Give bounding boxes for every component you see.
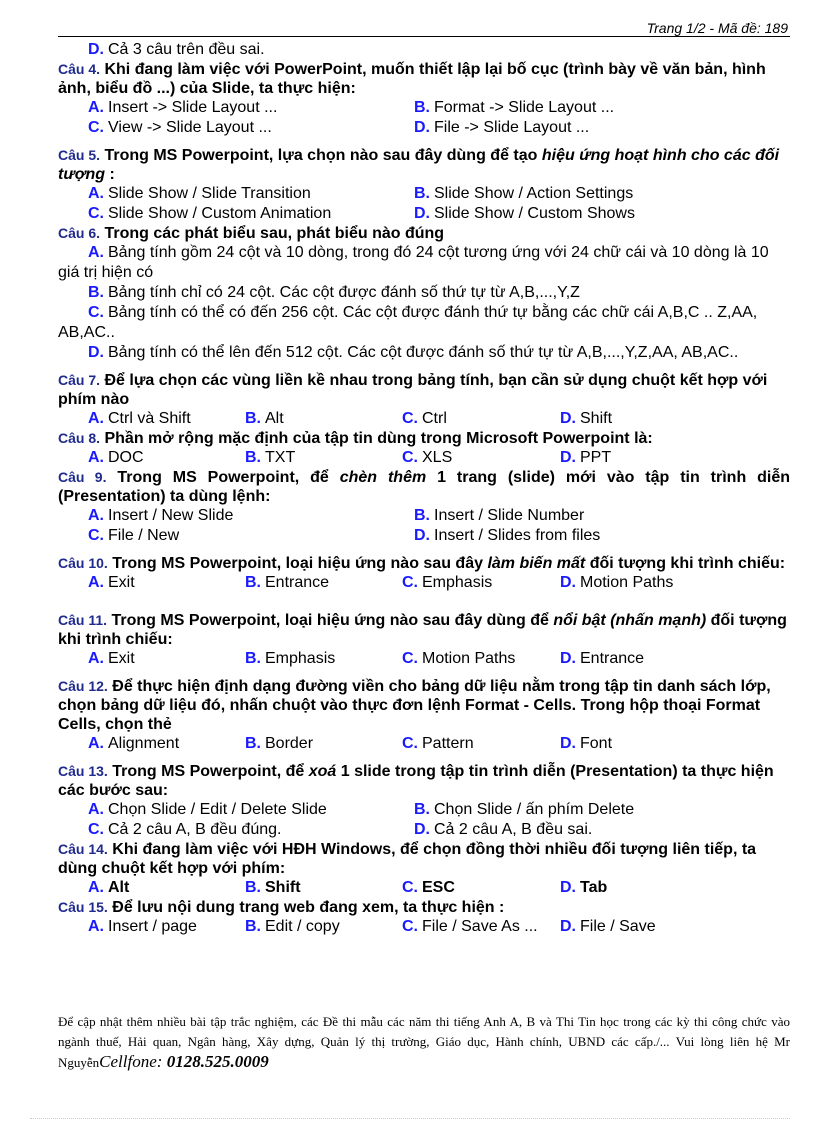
question-label: Câu 13. — [58, 763, 108, 779]
question-12-options — [58, 734, 790, 754]
question-label: Câu 5. — [58, 147, 101, 163]
question-15: Câu 15. Để lưu nội dung trang web đang xem, ta thực hiện : — [58, 899, 505, 916]
question-12: Câu 12. Để thực hiện định dạng đường viền cho bảng dữ liệu nằm trong tập tin danh sách lớp, chọn bảng dữ liệu đó, nhấn chuột vào thực đơn lệnh Format - Cells. Trong hộp thoại Format Cells, chọn thẻ — [58, 678, 771, 733]
option-d: D. Cả 2 câu A, B đều sai. — [414, 821, 593, 838]
option-b: B. Chọn Slide / ấn phím Delete — [414, 801, 635, 818]
question-label: Câu 12. — [58, 678, 108, 694]
option-b: B. Shift — [245, 879, 301, 896]
option-c: C. Cả 2 câu A, B đều đúng. — [88, 821, 282, 838]
footer-note — [58, 1012, 790, 1073]
option-d: D. Cả 3 câu trên đều sai. — [88, 41, 265, 58]
question-label: Câu 10. — [58, 555, 108, 571]
option-a: A. Insert -> Slide Layout ... — [88, 99, 278, 116]
option-d: D. PPT — [560, 449, 612, 466]
option-a: A. Insert / New Slide — [88, 507, 234, 524]
question-label: Câu 4. — [58, 61, 101, 77]
question-label: Câu 6. — [58, 225, 101, 241]
question-label: Câu 8. — [58, 430, 101, 446]
option-c: C. XLS — [402, 449, 453, 466]
question-9-options-cd — [58, 526, 790, 546]
question-14-options — [58, 878, 790, 898]
option-c: C. Pattern — [402, 735, 474, 752]
option-d: D. Slide Show / Custom Shows — [414, 205, 635, 222]
question-label: Câu 14. — [58, 841, 108, 857]
option-c: C. Bảng tính có thể có đến 256 cột. Các cột được đánh thứ tự bằng các chữ cái A,B,C .. Z,AA, AB,AC.. — [58, 304, 758, 341]
question-8-options — [58, 448, 790, 468]
option-b: B. Slide Show / Action Settings — [414, 185, 634, 202]
question-9: Câu 9. Trong MS Powerpoint, để chèn thêm 1 trang (slide) mới vào tập tin trình diễn (Presentation) ta dùng lệnh: — [58, 469, 791, 505]
question-9-options-ab — [58, 506, 790, 526]
question-8: Câu 8. Phần mở rộng mặc định của tập tin dùng trong Microsoft Powerpoint là: — [58, 430, 653, 447]
option-c: C. Motion Paths — [402, 650, 516, 667]
exam-content — [58, 40, 790, 937]
footer-phone: 0128.525.0009 — [162, 1052, 269, 1071]
option-a: A. Bảng tính gồm 24 cột và 10 dòng, trong đó 24 cột tương ứng với 24 chữ cái và 10 dòng là 10 giá trị hiện có — [58, 244, 769, 281]
question-5: Câu 5. Trong MS Powerpoint, lựa chọn nào sau đây dùng để tạo hiệu ứng hoạt hình cho các đối tượng : — [58, 147, 780, 183]
option-d: D. File -> Slide Layout ... — [414, 119, 590, 136]
question-4 — [58, 60, 790, 98]
question-3-option-d-row — [58, 40, 790, 60]
question-label: Câu 7. — [58, 372, 101, 388]
question-11: Câu 11. Trong MS Powerpoint, loại hiệu ứng nào sau đây dùng để nổi bật (nhấn mạnh) đối tượng khi trình chiếu: — [58, 612, 787, 648]
option-b: B. Emphasis — [245, 650, 336, 667]
option-a: A. Exit — [88, 574, 135, 591]
option-b: B. Bảng tính chỉ có 24 cột. Các cột được đánh số thứ tự từ A,B,...,Y,Z — [88, 284, 580, 301]
footer-phone-label: Cellfone: — [99, 1052, 163, 1071]
option-a: A. Chọn Slide / Edit / Delete Slide — [88, 801, 327, 818]
option-d: D. File / Save — [560, 918, 656, 935]
option-d: D. Shift — [560, 410, 613, 427]
option-c: C. ESC — [402, 879, 455, 896]
option-b: B. Entrance — [245, 574, 330, 591]
option-c: C. Slide Show / Custom Animation — [88, 205, 332, 222]
option-a: A. DOC — [88, 449, 144, 466]
option-c: C. File / Save As ... — [402, 918, 538, 935]
question-7: Câu 7. Để lựa chọn các vùng liền kề nhau trong bảng tính, bạn cần sử dụng chuột kết hợp với phím nào — [58, 372, 768, 408]
option-a: A. Exit — [88, 650, 135, 667]
option-b: B. Edit / copy — [245, 918, 340, 935]
option-d: D. Bảng tính có thể lên đến 512 cột. Các cột được đánh số thứ tự từ A,B,...,Y,Z,AA, AB,AC.. — [88, 344, 739, 361]
option-a: A. Ctrl và Shift — [88, 410, 191, 427]
option-b: B. Format -> Slide Layout ... — [414, 99, 615, 116]
question-5-options-cd — [58, 204, 790, 224]
option-c: C. View -> Slide Layout ... — [88, 119, 272, 136]
question-13: Câu 13. Trong MS Powerpoint, để xoá 1 slide trong tập tin trình diễn (Presentation) ta thực hiện các bước sau: — [58, 763, 774, 799]
option-c: C. File / New — [88, 527, 180, 544]
question-13-options-ab — [58, 800, 790, 820]
page-header — [58, 18, 790, 37]
question-13-options-cd — [58, 820, 790, 840]
question-text: Khi đang làm việc với PowerPoint, muốn thiết lập lại bố cục (trình bày về văn bản, hình ảnh, biểu đồ ...) của Slide, ta thực hiện: — [58, 61, 766, 97]
page-number-exam-code: Trang 1/2 - Mã đề: 189 — [646, 20, 788, 36]
option-c: C. Emphasis — [402, 574, 493, 591]
question-7-options — [58, 409, 790, 429]
question-5-options-ab — [58, 184, 790, 204]
question-label: Câu 9. — [58, 469, 107, 485]
question-14: Câu 14. Khi đang làm việc với HĐH Windows, để chọn đồng thời nhiều đối tượng liên tiếp, ta dùng chuột kết hợp với phím: — [58, 841, 757, 877]
option-a: A. Alignment — [88, 735, 180, 752]
question-4-options-ab — [58, 98, 790, 118]
question-label: Câu 15. — [58, 899, 108, 915]
option-d: D. Insert / Slides from files — [414, 527, 601, 544]
footer-text: Để cập nhật thêm nhiều bài tập trắc nghiệm, các Đề thi mẫu các năm thi tiếng Anh A, B và Thi Tin học trong các kỳ thi công chức vào ngành thuế, Hải quan, Ngân hàng, Xây dựng, Quản lý thị trường, Giáo dục, Hành chính, UBND các cấp./... Vui lòng liên hệ Mr Nguyễn — [58, 1014, 790, 1070]
option-b: B. Insert / Slide Number — [414, 507, 585, 524]
option-b: B. Border — [245, 735, 314, 752]
option-a: A. Slide Show / Slide Transition — [88, 185, 311, 202]
question-label: Câu 11. — [58, 612, 108, 628]
question-11-options — [58, 649, 790, 669]
question-10: Câu 10. Trong MS Powerpoint, loại hiệu ứng nào sau đây làm biến mất đối tượng khi trình chiếu: — [58, 555, 786, 572]
option-d: D. Tab — [560, 879, 608, 896]
option-a: A. Insert / page — [88, 918, 197, 935]
question-4-options-cd — [58, 118, 790, 138]
bottom-divider — [30, 1118, 790, 1119]
option-d: D. Entrance — [560, 650, 645, 667]
question-15-options — [58, 917, 790, 937]
option-b: B. TXT — [245, 449, 296, 466]
option-a: A. Alt — [88, 879, 130, 896]
question-6: Câu 6. Trong các phát biểu sau, phát biểu nào đúng — [58, 225, 445, 242]
question-10-options — [58, 573, 790, 593]
option-d: D. Motion Paths — [560, 574, 674, 591]
option-d: D. Font — [560, 735, 613, 752]
option-c: C. Ctrl — [402, 410, 447, 427]
option-b: B. Alt — [245, 410, 284, 427]
